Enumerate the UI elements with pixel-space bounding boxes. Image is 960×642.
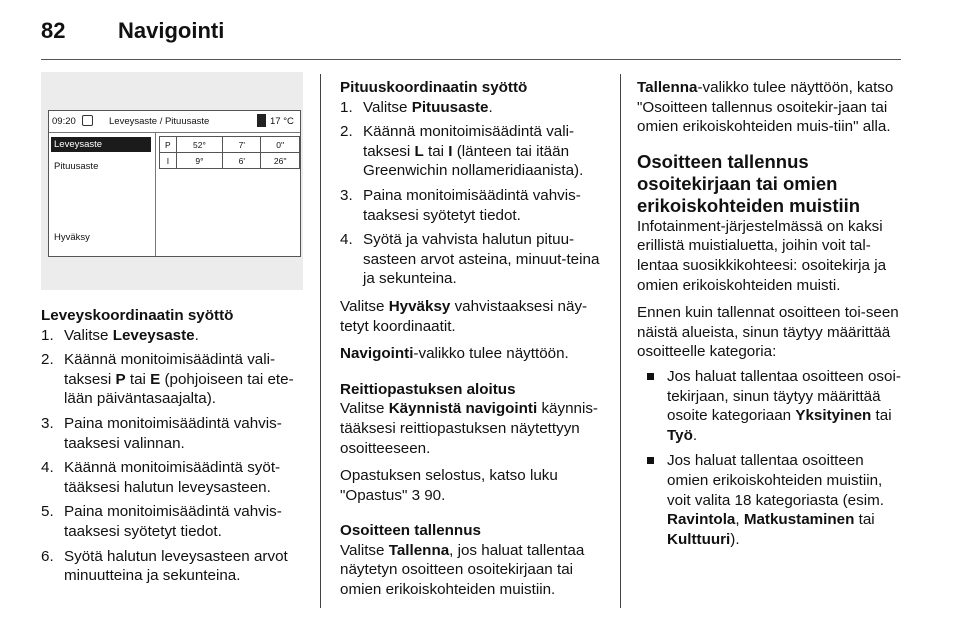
key-term: I (448, 142, 453, 160)
text: , (735, 511, 744, 529)
paragraph: Ennen kuin tallennat osoitteen toi-seen näistä alueista, sinun täytyy määrittää osoitteelle kategoria: (637, 304, 899, 361)
paragraph (340, 541, 606, 600)
step-number: 2. (41, 351, 54, 369)
list-item (340, 122, 606, 181)
screen-illustration (41, 72, 303, 290)
display-screen (48, 110, 301, 257)
text: vahvistaaksesi näy-tetyt koordinaatit. (340, 297, 588, 335)
category-term: Ravintola (667, 511, 736, 529)
paragraph: Infotainment-järjestelmässä on kaksi erillistä muistialuetta, joihin voit tal-lentaa suosikkikohteesi: osoitekirja ja omien erikoiskohteiden muisti. (637, 217, 887, 294)
step-text: (länteen tai itään Greenwichin nollameridiaanista). (363, 142, 584, 180)
paragraph (340, 344, 606, 364)
list-item (41, 350, 305, 409)
list-item (340, 98, 606, 118)
list-item (41, 414, 305, 453)
coordinate-table (159, 136, 300, 169)
list-item (637, 451, 903, 549)
list-item (637, 367, 903, 445)
column-divider (320, 74, 321, 608)
text: tai (871, 407, 892, 425)
coord-degrees[interactable]: 52° (176, 137, 222, 153)
paragraph (340, 466, 606, 505)
menu-term: Pituusaste (411, 98, 489, 116)
column-middle (340, 78, 606, 600)
menu-item-pituusaste[interactable]: Pituusaste (54, 161, 99, 172)
list-item (41, 326, 305, 346)
list-item (41, 547, 305, 586)
menu-term: Hyväksy (388, 297, 451, 315)
text: Opastuksen selostus, katso luku "Opastus" (340, 467, 558, 504)
text: käynnis-tääksesi reittiopastuksen näytettyyn osoitteeseen. (340, 400, 598, 457)
step-text: . (488, 98, 493, 116)
category-term: Kulttuuri (667, 530, 731, 548)
key-term: E (150, 370, 161, 388)
category-term: Yksityinen (795, 407, 872, 425)
page-number: 82 (41, 18, 66, 43)
text: Valitse (340, 541, 389, 559)
table-row (160, 153, 300, 169)
step-number: 4. (41, 459, 54, 477)
list-item (340, 230, 606, 289)
key-term: L (414, 142, 424, 160)
temperature: 17 °C (270, 116, 294, 127)
screen-title: Leveysaste / Pituusaste (109, 116, 210, 127)
text: Jos haluat tallentaa osoitteen omien erikoiskohteiden muistiin, voit valita 18 kategoriasta (esim. (667, 452, 884, 509)
step-text: Valitse (64, 326, 113, 344)
menu-term: Tallenna (388, 541, 450, 559)
step-number: 2. (340, 123, 353, 141)
menu-term: Leveysaste (112, 326, 195, 344)
coord-seconds[interactable]: 0'' (261, 137, 300, 153)
list-item (41, 458, 305, 497)
category-term: Matkustaminen (743, 511, 855, 529)
coord-degrees[interactable]: 9° (176, 153, 222, 169)
screen-divider (155, 132, 156, 256)
bullet-icon (647, 373, 654, 380)
coord-label: P (160, 137, 177, 153)
step-number: 1. (41, 326, 54, 344)
table-row (160, 137, 300, 153)
clock-time: 09:20 (52, 116, 76, 127)
text: . (692, 426, 698, 444)
page-title: Navigointi (118, 18, 225, 43)
paragraph (340, 297, 606, 336)
text: , jos haluat tallentaa näytetyn osoitteen osoitekirjaan tai omien erikoiskohteiden muistiin. (340, 541, 585, 599)
coord-minutes[interactable]: 6' (223, 153, 261, 169)
longitude-steps (340, 98, 606, 289)
confirm-button[interactable]: Hyväksy (54, 232, 90, 243)
coord-minutes[interactable]: 7' (223, 137, 261, 153)
bullet-icon (647, 457, 654, 464)
step-text: Käännä monitoimisäädintä vali-taksesi (363, 123, 575, 160)
latitude-steps (41, 326, 305, 586)
text: Valitse (340, 400, 389, 418)
text: tai (854, 511, 875, 529)
coord-label: I (160, 153, 177, 169)
text: Valitse (340, 297, 389, 315)
step-text: tai (125, 370, 151, 388)
step-number: 6. (41, 547, 54, 565)
text: -valikko tulee näyttöön, katso "Osoitteen tallennus osoitekir-jaan tai omien erikoiskohteiden muis-tiin" alla. (637, 79, 894, 136)
step-number: 3. (340, 186, 353, 204)
clock-icon (82, 115, 93, 126)
section-heading: Pituuskoordinaatin syöttö (340, 79, 528, 96)
status-bar (49, 111, 300, 133)
section-heading: Reittiopastuksen aloitus (340, 380, 516, 398)
page-reference: 3 90. (411, 486, 446, 504)
list-item (41, 502, 305, 541)
step-text: Syötä ja vahvista halutun pituu-sasteen arvot asteina, minuut-teina ja sekunteina. (363, 231, 600, 288)
text: -valikko tulee näyttöön. (413, 345, 569, 363)
step-text: (pohjoiseen tai ete-lään päiväntasaajalta). (64, 370, 294, 408)
step-number: 3. (41, 414, 54, 432)
coord-seconds[interactable]: 26'' (261, 153, 300, 169)
list-item (340, 186, 606, 225)
key-term: P (115, 370, 126, 388)
menu-item-label: Leveysaste (54, 139, 103, 150)
section-heading: Osoitteen tallennus (340, 522, 481, 540)
step-number: 4. (340, 231, 353, 249)
step-text: Paina monitoimisäädintä vahvis-taaksesi syötetyt tiedot. (363, 186, 581, 224)
step-text: Paina monitoimisäädintä vahvis-taaksesi valinnan. (64, 414, 282, 452)
menu-term: Navigointi (340, 345, 414, 363)
step-text: Syötä halutun leveysasteen arvot minuutteina ja sekunteina. (64, 547, 288, 585)
step-text: tai (423, 142, 449, 160)
text: ). (730, 530, 740, 548)
step-text: Paina monitoimisäädintä vahvis-taaksesi syötetyt tiedot. (64, 503, 282, 540)
step-text: Käännä monitoimisäädintä syöt-tääksesi halutun leveysasteen. (64, 459, 281, 496)
menu-item-leveysaste[interactable] (51, 137, 151, 152)
step-text: Valitse (363, 98, 412, 116)
section-heading: Osoitteen tallennus osoitekirjaan tai omien erikoiskohteiden muistiin (637, 150, 861, 216)
header-rule (41, 59, 901, 60)
step-text: Käännä monitoimisäädintä vali-taksesi (64, 351, 276, 388)
column-right (637, 78, 903, 549)
column-divider (620, 74, 621, 608)
menu-term: Tallenna (637, 79, 698, 96)
step-number: 5. (41, 503, 54, 521)
column-left (41, 306, 305, 586)
category-list (637, 367, 903, 549)
thermometer-icon (257, 114, 266, 127)
menu-term: Käynnistä navigointi (388, 400, 538, 418)
section-heading: Leveyskoordinaatin syöttö (41, 307, 234, 324)
text: Jos haluat tallentaa osoitteen osoi-tekirjaan, sinun täytyy määrittää osoite kategoriaan (667, 367, 901, 425)
category-term: Työ (667, 426, 693, 444)
paragraph (637, 78, 903, 137)
paragraph (340, 399, 606, 458)
step-number: 1. (340, 98, 353, 116)
step-text: . (194, 326, 199, 344)
